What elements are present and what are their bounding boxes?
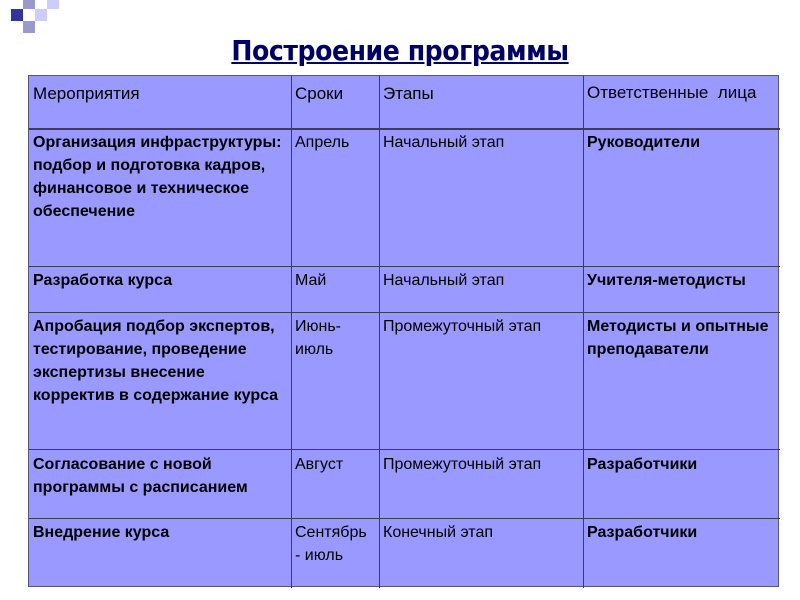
row-4-stage: Промежуточный этап <box>383 456 542 473</box>
grid-hline-2 <box>29 312 780 313</box>
grid-hline-header <box>29 128 780 130</box>
grid-vline-2 <box>379 76 380 588</box>
row-1-date: Апрель <box>295 134 350 151</box>
row-3-activity: Апробация подбор экспертов, тестирование, проведение экспертизы внесение корректив в содержание курса <box>33 318 279 404</box>
header-cell-stages: Этапы <box>383 84 434 103</box>
row-2-responsible: Учителя-методисты <box>587 272 746 289</box>
page-title: Построение программы <box>231 34 569 67</box>
deco-square-3 <box>23 21 35 33</box>
deco-square-5 <box>47 0 59 9</box>
row-2-stage: Начальный этап <box>383 272 505 289</box>
row-1-stage: Начальный этап <box>383 134 505 151</box>
row-1-activity: Организация инфраструктуры: подбор и подготовка кадров, финансовое и техническое обеспечение <box>33 134 282 220</box>
grid-vline-1 <box>291 76 292 588</box>
row-2-date: Май <box>295 272 327 289</box>
row-4-responsible: Разработчики <box>587 456 698 473</box>
row-5-activity: Внедрение курса <box>33 524 170 541</box>
row-5-responsible: Разработчики <box>587 524 698 541</box>
row-2-activity: Разработка курса <box>33 272 173 289</box>
row-5-date: Сентябрь - июль <box>295 524 367 564</box>
schedule-table <box>28 75 779 587</box>
header-cell-activities: Мероприятия <box>33 84 140 103</box>
grid-vline-3 <box>583 76 584 588</box>
row-4-date: Август <box>295 456 344 473</box>
grid-hline-3 <box>29 449 780 450</box>
grid-hline-4 <box>29 518 780 519</box>
row-5-stage: Конечный этап <box>383 524 493 541</box>
row-1-responsible: Руководители <box>587 134 701 151</box>
row-3-date: Июнь-июль <box>295 318 341 358</box>
header-cell-dates: Сроки <box>295 84 344 103</box>
deco-square-4 <box>35 9 47 21</box>
row-3-responsible: Методисты и опытные преподаватели <box>587 318 769 358</box>
header-cell-responsible: Ответственные лица <box>587 83 757 102</box>
deco-square-1 <box>11 9 23 21</box>
deco-square-2 <box>23 0 35 9</box>
row-3-stage: Промежуточный этап <box>383 318 542 335</box>
row-4-activity: Согласование с новой программы с расписанием <box>33 456 248 496</box>
grid-hline-1 <box>29 266 780 267</box>
